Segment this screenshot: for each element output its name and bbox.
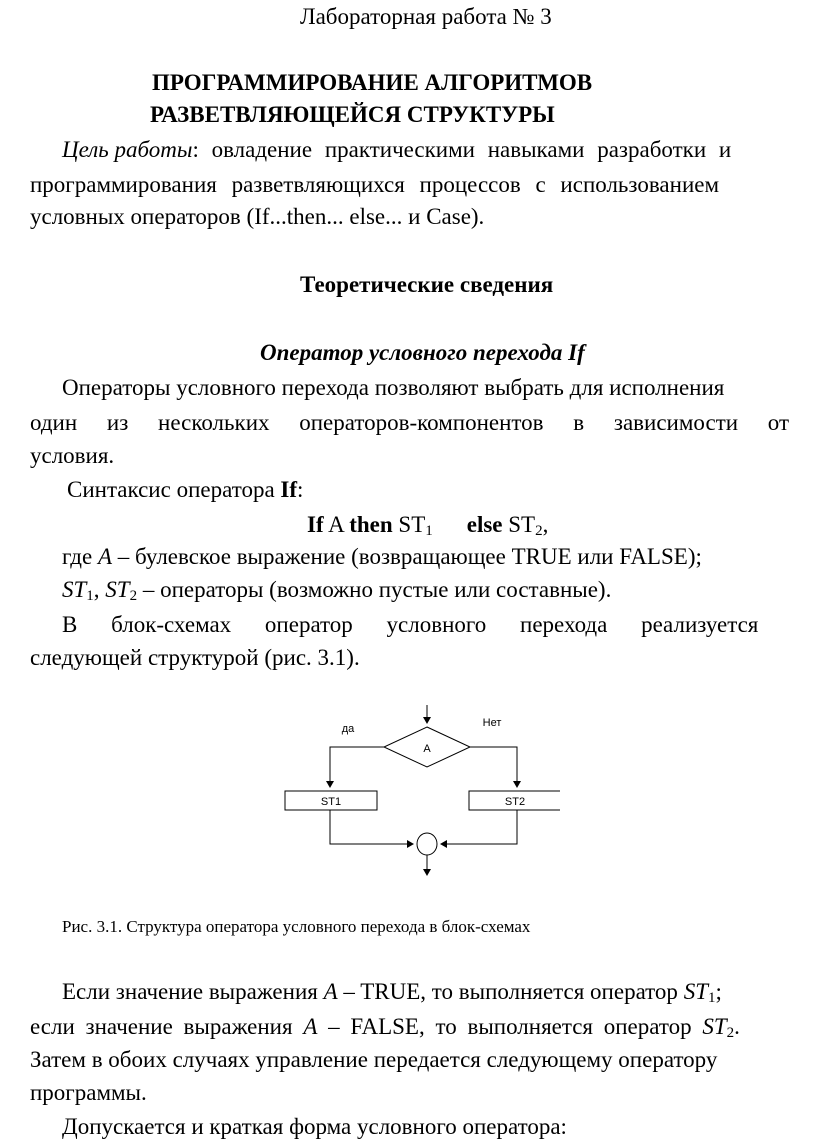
- p3-l1-var: A: [323, 979, 338, 1004]
- p3-l2-b: – FALSE, то выполняется оператор: [317, 1014, 703, 1039]
- para3-line-4: программы.: [30, 1080, 147, 1105]
- para3-line-2: [30, 1012, 740, 1042]
- p3-l1-st: ST: [683, 979, 708, 1004]
- figure-caption: Рис. 3.1. Структура оператора условного перехода в блок-схемах: [62, 917, 531, 936]
- goal-line-3: условных операторов (If...then... else... и Case).: [30, 204, 485, 229]
- p3-l1-sub: 1: [707, 990, 716, 1006]
- where-st2-sub: 2: [129, 588, 138, 604]
- formula-comma: ,: [542, 512, 549, 537]
- formula-st1-sub: 1: [425, 523, 433, 539]
- lab-title: Лабораторная работа № 3: [300, 4, 552, 29]
- syntax-formula: [307, 510, 548, 540]
- syntax-colon: :: [297, 477, 304, 502]
- para1-line-1: Операторы условного перехода позволяют выбрать для исполнения: [62, 375, 725, 400]
- where-a: A: [97, 544, 113, 569]
- goal-text-1: : овладение практическими навыками разработки и: [192, 137, 732, 162]
- p3-l2-c: .: [734, 1014, 740, 1039]
- syntax-intro: [67, 475, 303, 505]
- p3-l2-var: A: [303, 1014, 318, 1039]
- no-label: Нет: [482, 717, 502, 729]
- goal-line-1: [30, 135, 802, 165]
- st2-label: ST2: [504, 796, 526, 808]
- flowchart-diagram: [270, 695, 560, 890]
- p3-l2-a: если значение выражения: [30, 1014, 304, 1039]
- where-rest: – булевское выражение (возвращающее TRUE или FALSE);: [112, 544, 702, 569]
- formula-a: A: [323, 512, 350, 537]
- where-line-2: [62, 575, 611, 605]
- para1-line-3: условия.: [30, 443, 115, 468]
- yes-label: да: [341, 723, 355, 735]
- where-st2: ST: [105, 577, 130, 602]
- para1-line-2: один из нескольких операторов-компонентов в зависимости от: [30, 410, 790, 435]
- goal-label: Цель работы: [62, 137, 193, 162]
- p3-l2-sub: 2: [726, 1025, 735, 1041]
- st1-merge-arrow: [330, 810, 413, 844]
- merge-connector: [417, 833, 437, 855]
- where-st1: ST: [62, 577, 87, 602]
- syntax-intro-text: Синтаксис оператора: [67, 477, 281, 502]
- where-st1-sub: 1: [86, 588, 94, 604]
- where-prefix: где: [62, 544, 98, 569]
- syntax-if-keyword: If: [280, 477, 298, 502]
- formula-then: then: [349, 512, 393, 537]
- formula-else: else: [466, 512, 503, 537]
- where-sep: ,: [93, 577, 106, 602]
- formula-if: If: [307, 512, 324, 537]
- condition-label: A: [423, 743, 431, 755]
- where-rest2: – операторы (возможно пустые или составные).: [137, 577, 612, 602]
- st2-merge-arrow: [441, 810, 517, 844]
- para3-line-3: Затем в обоих случаях управление передается следующему оператору: [30, 1047, 718, 1072]
- goal-line-2: программирования разветвляющихся процессов с использованием: [30, 172, 720, 197]
- p3-l1-c: ;: [715, 979, 722, 1004]
- st1-label: ST1: [320, 796, 342, 808]
- para2-line-2: следующей структурой (рис. 3.1).: [30, 645, 360, 670]
- section-heading: Теоретические сведения: [300, 272, 554, 297]
- yes-branch-arrow: [330, 747, 384, 787]
- title-line-1: ПРОГРАММИРОВАНИЕ АЛГОРИТМОВ: [152, 70, 593, 95]
- formula-st2: ST: [502, 512, 536, 537]
- no-branch-arrow: [470, 747, 517, 787]
- p3-l2-st: ST: [702, 1014, 727, 1039]
- para3-line-1: [62, 977, 722, 1007]
- para2-line-1: В блок-схемах оператор условного перехода реализуется: [62, 612, 759, 637]
- p3-l1-b: – TRUE, то выполняется оператор: [337, 979, 684, 1004]
- para4: Допускается и краткая форма условного оператора:: [62, 1114, 567, 1139]
- formula-st2-sub: 2: [535, 523, 543, 539]
- formula-st1: ST: [392, 512, 426, 537]
- where-line-1: [62, 542, 702, 572]
- subsection-heading: Оператор условного перехода If: [260, 340, 585, 365]
- p3-l1-a: Если значение выражения: [62, 979, 324, 1004]
- title-line-2: РАЗВЕТВЛЯЮЩЕЙСЯ СТРУКТУРЫ: [150, 102, 555, 127]
